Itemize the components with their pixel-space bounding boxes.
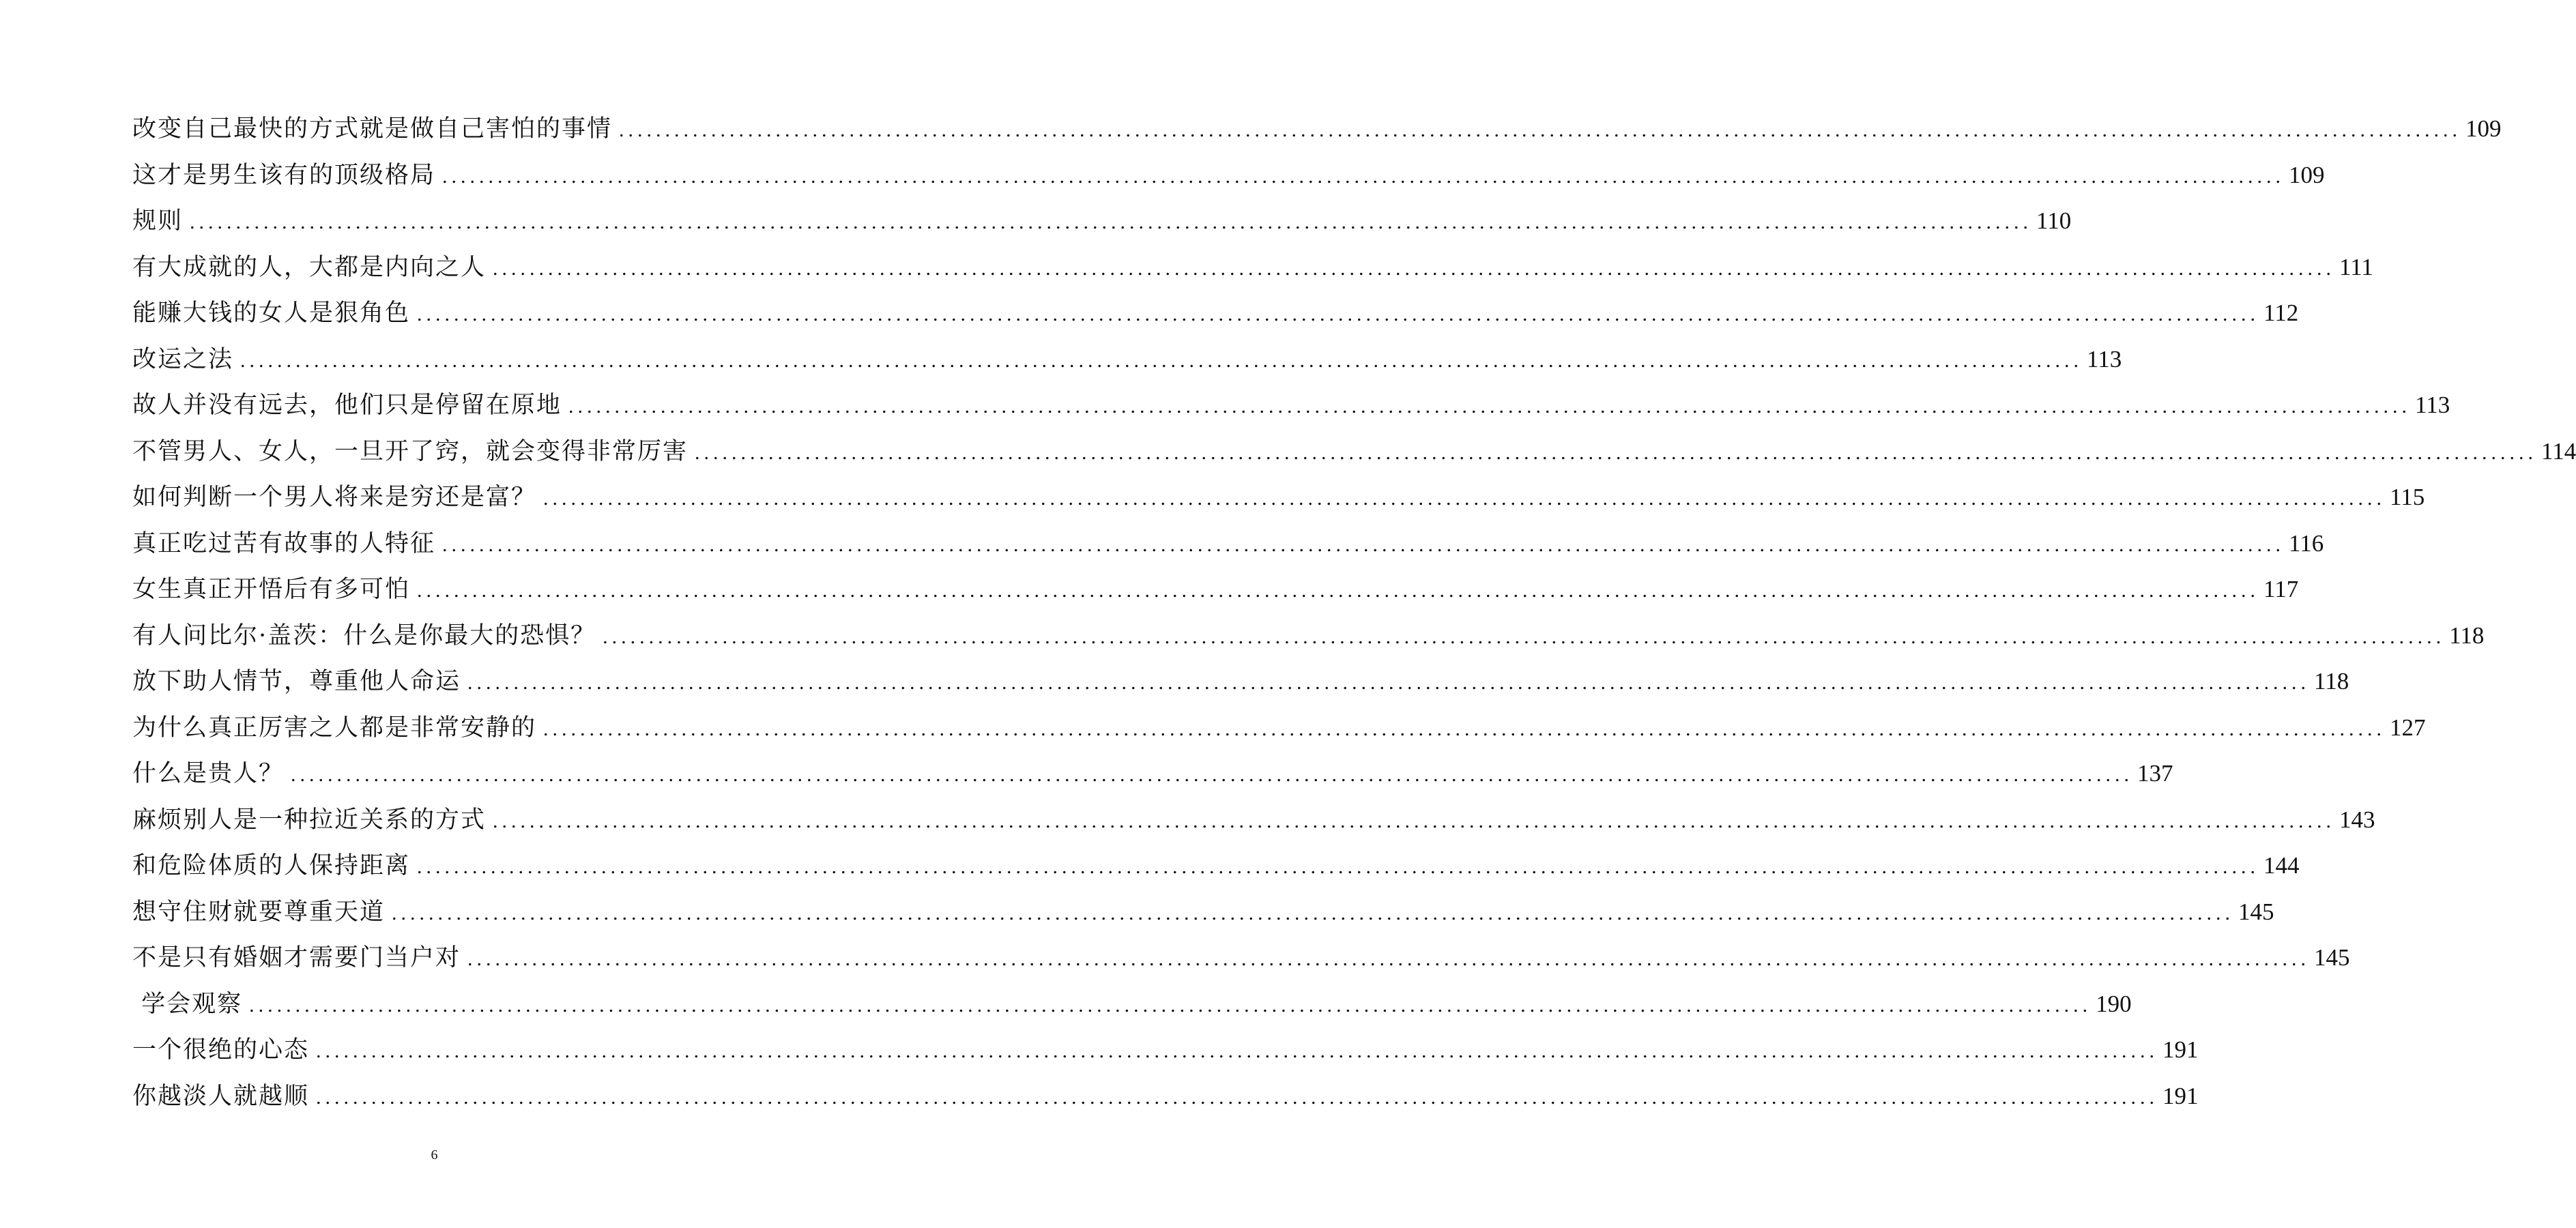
dot-leader: ........................................................................................................................................................................................................ [240,349,2083,372]
toc-entry-title: 规则 [132,207,184,235]
toc-entry-page-number: 109 [2465,115,2502,142]
toc-entry-page-number: 118 [2314,668,2349,695]
toc-entry-title: 什么是贵人？ [132,760,285,787]
toc-entry-title: 故人并没有远去，他们只是停留在原地 [132,392,562,419]
toc-entry-title: 有人问比尔·盖茨：什么是你最大的恐惧？ [132,622,596,649]
toc-entry-page-number: 113 [2415,392,2450,418]
toc-entry-page-number: 127 [2390,714,2426,741]
toc-entry-page-number: 113 [2087,345,2122,372]
toc-entry-page-number: 144 [2263,852,2300,879]
dot-leader: ........................................................................................................................................................................................................ [442,164,2285,188]
toc-entry[interactable] [132,750,2173,797]
toc-entry[interactable] [132,1027,2199,1073]
dot-leader: ........................................................................................................................................................................................................ [619,119,2462,141]
toc-entry[interactable] [132,1073,2199,1120]
table-of-contents [132,106,2576,1119]
dot-leader: ........................................................................................................................................................................................................ [603,625,2446,648]
toc-entry-page-number: 118 [2449,622,2485,649]
dot-leader: ........................................................................................................................................................................................................ [392,901,2235,924]
toc-entry-title: 改运之法 [132,345,234,373]
dot-leader: ........................................................................................................................................................................................................ [543,487,2386,510]
toc-entry[interactable] [132,613,2485,659]
toc-entry[interactable] [132,198,2072,244]
toc-entry-title: 你越淡人就越顺 [132,1082,310,1110]
toc-entry-title: 想守住财就要尊重天道 [132,898,386,926]
toc-entry-title: 能赚大钱的女人是狠角色 [132,299,411,327]
dot-leader: ........................................................................................................................................................................................................ [467,671,2311,694]
toc-entry-page-number: 191 [2162,1082,2199,1109]
toc-entry[interactable] [132,106,2502,152]
toc-entry[interactable] [132,705,2426,751]
dot-leader: ........................................................................................................................................................................................................ [291,763,2134,786]
toc-entry[interactable] [132,521,2324,567]
toc-entry[interactable] [132,566,2299,613]
toc-entry[interactable] [132,843,2300,889]
toc-entry-page-number: 143 [2339,806,2375,833]
dot-leader: ........................................................................................................................................................................................................ [249,993,2092,1017]
toc-entry-title: 放下助人情节，尊重他人命运 [132,668,461,695]
toc-entry-page-number: 116 [2289,529,2324,557]
toc-entry-page-number: 117 [2263,576,2299,602]
toc-entry[interactable] [132,935,2350,981]
toc-entry-page-number: 137 [2137,760,2173,787]
toc-entry[interactable] [132,152,2325,199]
toc-entry[interactable] [132,658,2349,705]
page-number: 6 [431,1147,438,1163]
toc-entry-page-number: 114 [2541,437,2576,465]
toc-entry-title: 不管男人、女人，一旦开了窍，就会变得非常厉害 [132,437,689,465]
toc-entry-title: 不是只有婚姻才需要门当户对 [132,944,461,971]
toc-entry[interactable] [132,244,2373,291]
dot-leader: ........................................................................................................................................................................................................ [417,579,2260,602]
toc-entry-title: 麻烦别人是一种拉近关系的方式 [132,806,487,834]
toc-entry-page-number: 115 [2390,484,2425,510]
toc-entry-title: 如何判断一个男人将来是穷还是富？ [132,484,537,511]
dot-leader: ........................................................................................................................................................................................................ [417,856,2260,878]
toc-entry[interactable] [132,428,2576,475]
toc-entry[interactable] [132,889,2274,935]
toc-entry-page-number: 111 [2339,253,2373,280]
toc-entry-page-number: 110 [2036,207,2072,234]
toc-entry-title: 改变自己最快的方式就是做自己害怕的事情 [132,115,613,143]
dot-leader: ........................................................................................................................................................................................................ [190,211,2033,233]
toc-entry-title: 有大成就的人，大都是内向之人 [132,253,487,281]
toc-entry[interactable] [132,290,2299,336]
toc-entry[interactable] [132,797,2375,843]
toc-entry-title: 学会观察 [132,990,243,1018]
dot-leader: ........................................................................................................................................................................................................ [543,717,2386,740]
toc-entry-page-number: 109 [2289,161,2325,188]
toc-entry[interactable] [132,981,2132,1027]
toc-entry-title: 真正吃过苦有故事的人特征 [132,529,436,557]
dot-leader: ........................................................................................................................................................................................................ [467,948,2311,970]
dot-leader: ........................................................................................................................................................................................................ [316,1085,2159,1109]
dot-leader: ........................................................................................................................................................................................................ [316,1040,2159,1062]
toc-entry-title: 这才是男生该有的顶级格局 [132,161,436,189]
toc-entry-title: 女生真正开悟后有多可怕 [132,576,411,603]
toc-entry-page-number: 191 [2162,1036,2199,1063]
toc-entry[interactable] [132,336,2122,383]
dot-leader: ........................................................................................................................................................................................................ [493,257,2336,280]
toc-entry-title: 和危险体质的人保持距离 [132,852,411,879]
toc-entry-page-number: 145 [2238,898,2274,925]
toc-entry-title: 为什么真正厉害之人都是非常安静的 [132,714,537,742]
toc-entry-page-number: 145 [2314,944,2350,971]
dot-leader: ........................................................................................................................................................................................................ [493,809,2336,832]
toc-entry-page-number: 190 [2096,990,2132,1017]
toc-entry[interactable] [132,382,2450,428]
dot-leader: ........................................................................................................................................................................................................ [442,533,2285,556]
dot-leader: ........................................................................................................................................................................................................ [417,303,2260,325]
toc-entry-title: 一个很绝的心态 [132,1036,310,1064]
dot-leader: ........................................................................................................................................................................................................ [568,395,2412,418]
toc-entry[interactable] [132,474,2425,521]
toc-entry-page-number: 112 [2263,299,2299,326]
dot-leader: ........................................................................................................................................................................................................ [695,441,2538,464]
